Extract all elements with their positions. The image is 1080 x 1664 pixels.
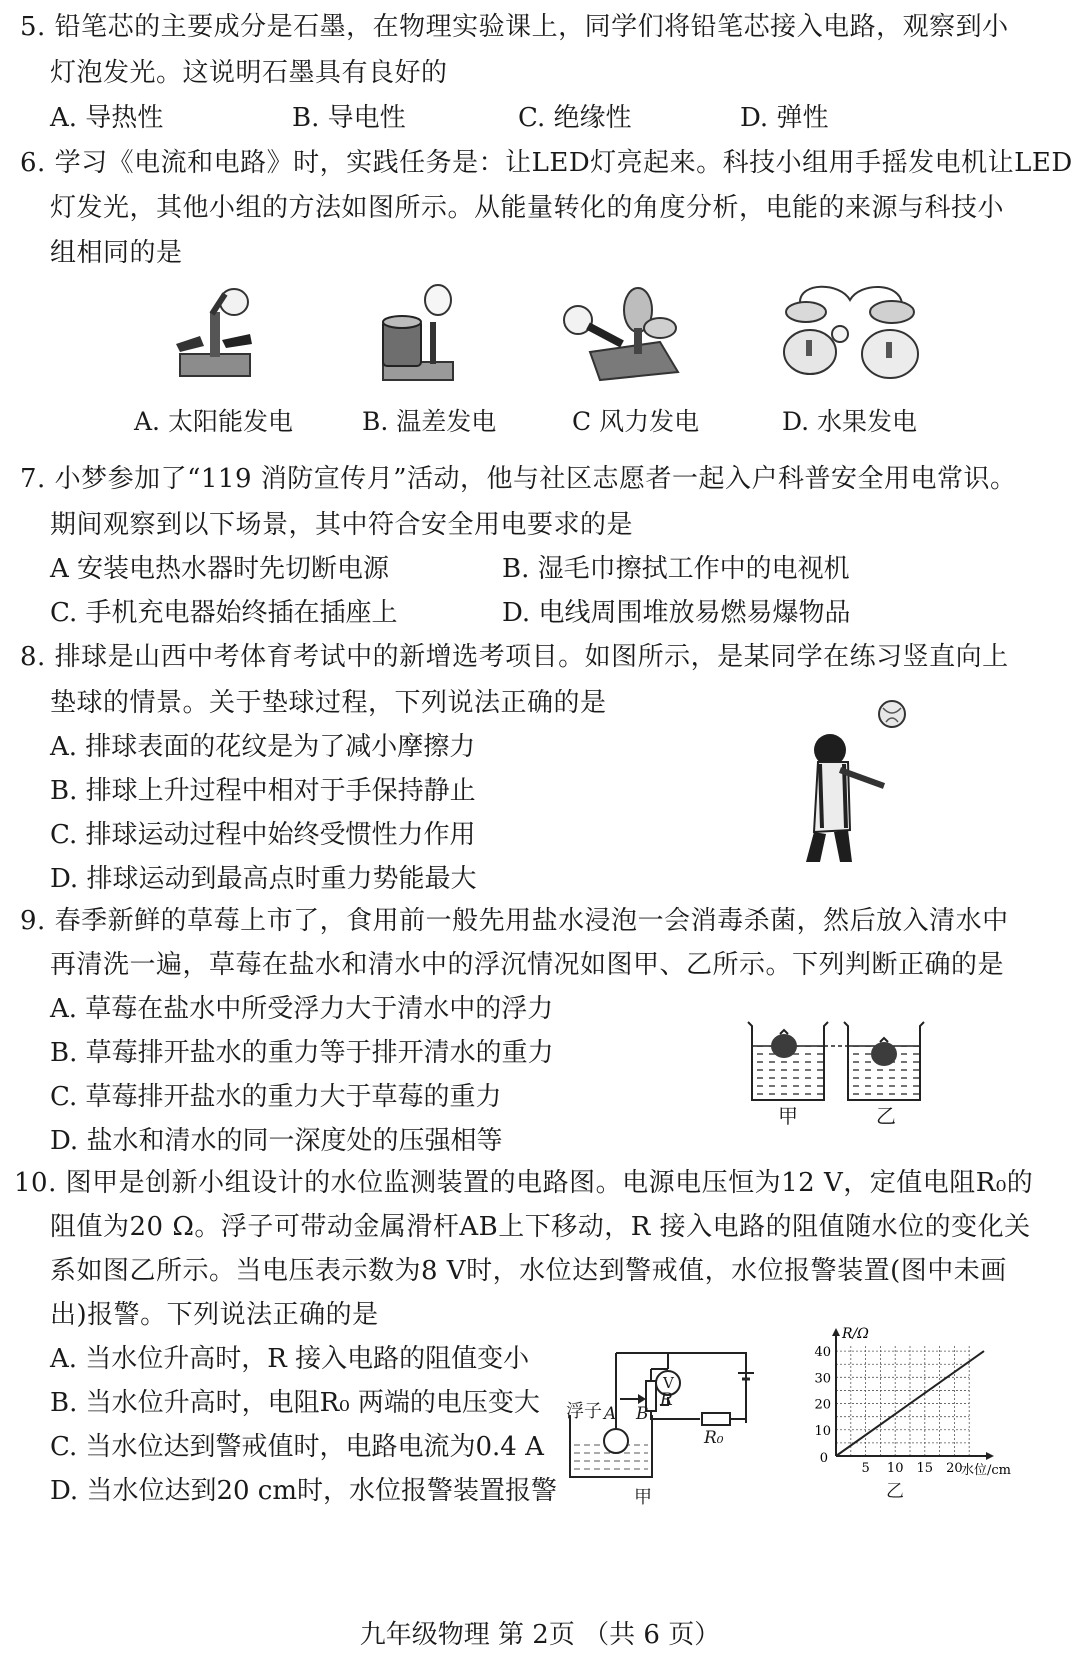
beakers-figure: [744, 1018, 934, 1138]
float-symbol: [604, 1429, 628, 1453]
q9-option-a: A. 草莓在盐水中所受浮力大于清水中的浮力: [50, 994, 554, 1024]
q9-line-1: 9. 春季新鲜的草莓上市了，食用前一般先用盐水浸泡一会消毒杀菌，然后放入清水中: [20, 906, 1009, 936]
q10-line-3: 系如图乙所示。当电压表示数为8 V时，水位达到警戒值，水位报警装置(图中未画: [50, 1256, 1007, 1286]
resistor-r0-symbol: [702, 1413, 730, 1425]
q10-option-b: B. 当水位升高时，电阻R₀ 两端的电压变大: [50, 1388, 540, 1418]
circuit-caption: 甲: [634, 1487, 652, 1508]
graph-y-tick-label: 10: [814, 1423, 831, 1439]
q6-caption-a: A. 太阳能发电: [134, 407, 293, 436]
graph-x-tick-label: 5: [861, 1461, 870, 1476]
graph-ylabel: R/Ω: [842, 1326, 869, 1342]
q6-line-1: 6. 学习《电流和电路》时，实践任务是：让LED灯亮起来。科技小组用手摇发电机让LED: [20, 148, 1073, 178]
wind-generator-photo: [560, 282, 680, 387]
resistance-waterlevel-graph: [810, 1328, 1010, 1478]
q7-line-1: 7. 小梦参加了“119 消防宣传月”活动，他与社区志愿者一起入户科普安全用电常识。: [20, 464, 1017, 494]
q8-line-1: 8. 排球是山西中考体育考试中的新增选考项目。如图所示，是某同学在练习竖直向上: [20, 642, 1009, 672]
beaker-label-jia: 甲: [778, 1104, 798, 1128]
graph-y-tick-label: 30: [814, 1371, 831, 1387]
q9-line-2: 再清洗一遍，草莓在盐水和清水中的浮沉情况如图甲、乙所示。下列判断正确的是: [50, 950, 1005, 980]
q7-option-a: A 安装电热水器时先切断电源: [50, 554, 390, 584]
q10-option-a: A. 当水位升高时，R 接入电路的阻值变小: [50, 1344, 530, 1374]
fruit-battery-photo: [780, 282, 930, 387]
q6-line-3: 组相同的是: [50, 238, 183, 268]
q9-option-c: C. 草莓排开盐水的重力大于草莓的重力: [50, 1082, 502, 1112]
float-label: 浮子: [566, 1401, 602, 1422]
q9-option-d: D. 盐水和清水的同一深度处的压强相等: [50, 1126, 503, 1156]
q7-option-b: B. 湿毛巾擦拭工作中的电视机: [502, 554, 850, 584]
q9-option-b: B. 草莓排开盐水的重力等于排开清水的重力: [50, 1038, 554, 1068]
point-a-label: A: [604, 1404, 617, 1424]
q10-line-4: 出)报警。下列说法正确的是: [50, 1300, 379, 1330]
q8-option-a: A. 排球表面的花纹是为了减小摩擦力: [50, 732, 476, 762]
q10-line-1: 10. 图甲是创新小组设计的水位监测装置的电路图。电源电压恒为12 V，定值电阻R₀的: [14, 1168, 1034, 1198]
graph-x-tick-label: 15: [916, 1461, 934, 1476]
volleyball-player-photo: [800, 700, 910, 865]
page-footer: 九年级物理 第 2页 （共 6 页）: [359, 1620, 721, 1650]
voltmeter-label: V: [663, 1374, 674, 1392]
q6-caption-b: B. 温差发电: [362, 407, 497, 436]
q10-option-c: C. 当水位达到警戒值时，电路电流为0.4 A: [50, 1432, 544, 1462]
resistor-r0-label: R₀: [704, 1428, 724, 1448]
q6-caption-c: C 风力发电: [572, 407, 700, 436]
graph-y-tick-label: 40: [814, 1345, 831, 1361]
q5-line-1: 5. 铅笔芯的主要成分是石墨，在物理实验课上，同学们将铅笔芯接入电路，观察到小: [20, 12, 1009, 42]
q5-option-b: B. 导电性: [292, 103, 406, 133]
q5-option-c: C. 绝缘性: [518, 103, 632, 133]
resistor-r-label: R: [660, 1390, 673, 1410]
q10-line-2: 阻值为20 Ω。浮子可带动金属滑杆AB上下移动，R 接入电路的阻值随水位的变化关: [50, 1212, 1031, 1242]
q5-option-d: D. 弹性: [740, 103, 829, 133]
q8-option-d: D. 排球运动到最高点时重力势能最大: [50, 864, 477, 894]
q6-caption-d: D. 水果发电: [782, 407, 918, 436]
thermoelectric-generator-photo: [378, 282, 468, 387]
q10-option-d: D. 当水位达到20 cm时，水位报警装置报警: [50, 1476, 558, 1506]
graph-caption: 乙: [886, 1481, 904, 1502]
graph-y-tick-label: 20: [814, 1397, 831, 1413]
q5-line-2: 灯泡发光。这说明石墨具有良好的: [50, 58, 448, 88]
graph-grid: [836, 1345, 969, 1456]
point-b-label: B: [636, 1404, 649, 1424]
q8-line-2: 垫球的情景。关于垫球过程，下列说法正确的是: [50, 688, 607, 718]
q6-line-2: 灯发光，其他小组的方法如图所示。从能量转化的角度分析，电能的来源与科技小: [50, 193, 1005, 223]
q8-option-c: C. 排球运动过程中始终受惯性力作用: [50, 820, 476, 850]
graph-x-tick-label: 20: [946, 1461, 963, 1476]
q7-line-2: 期间观察到以下场景，其中符合安全用电要求的是: [50, 510, 634, 540]
graph-xlabel: 水位/cm: [961, 1463, 1011, 1478]
q5-option-a: A. 导热性: [50, 103, 164, 133]
solar-generator-photo: [170, 282, 260, 387]
q8-option-b: B. 排球上升过程中相对于手保持静止: [50, 776, 476, 806]
q7-option-c: C. 手机充电器始终插在插座上: [50, 598, 398, 628]
graph-origin-label: 0: [819, 1451, 828, 1466]
beaker-label-yi: 乙: [876, 1104, 896, 1128]
q7-option-d: D. 电线周围堆放易燃易爆物品: [502, 598, 851, 628]
graph-x-tick-label: 10: [886, 1461, 904, 1476]
